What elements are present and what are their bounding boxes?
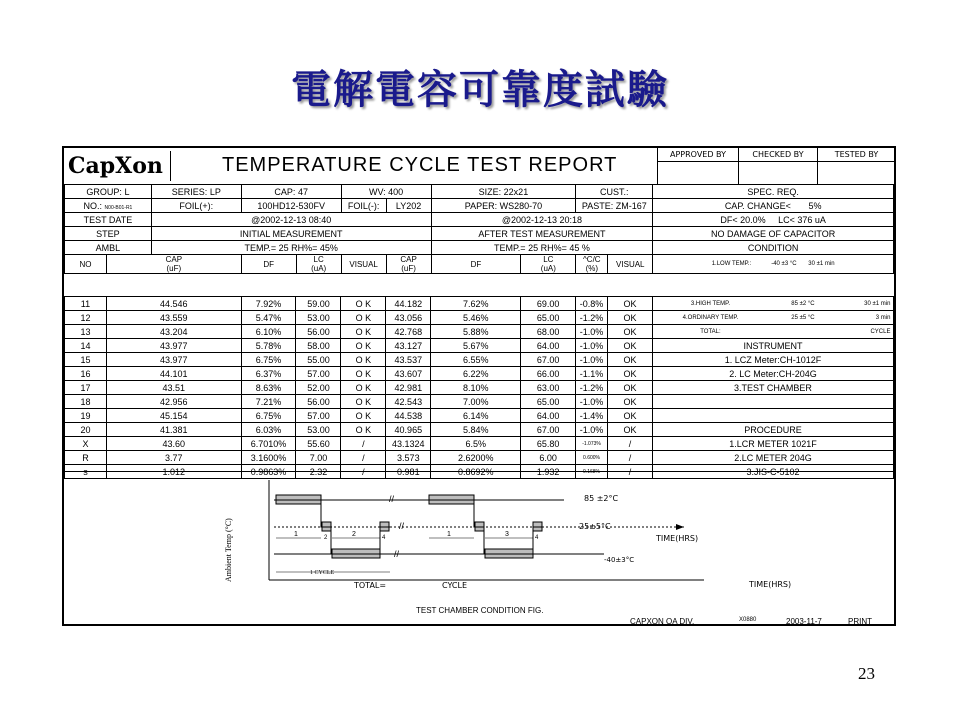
cycle-label: CYCLE <box>442 581 467 590</box>
table-row <box>65 437 894 451</box>
section-item: 2.LC METER 204G <box>652 451 893 465</box>
cell-lc1: 52.00 <box>296 381 341 395</box>
dim-1-label: 1 <box>294 531 298 538</box>
cell-v2: OK <box>608 381 653 395</box>
col-lc: LC <box>313 255 324 264</box>
cell-df2: 7.62% <box>431 297 521 311</box>
cell-no: 12 <box>65 311 107 325</box>
cell-cap2: 3.573 <box>386 451 431 465</box>
paste-label: PASTE: <box>581 200 614 211</box>
cell-df1: 5.78% <box>241 339 296 353</box>
table-row <box>65 339 894 353</box>
cell-v1: O K <box>341 353 386 367</box>
section-item: 1.LCR METER 1021F <box>652 437 893 451</box>
no-damage: NO DAMAGE OF CAPACITOR <box>653 227 894 241</box>
cell-lc2: 65.00 <box>521 395 576 409</box>
cell-no: 11 <box>65 297 107 311</box>
tested-by-box <box>817 148 895 184</box>
cap-change-value: 5% <box>808 200 822 211</box>
col-cap-after-unit: (uF) <box>401 264 416 273</box>
cell-dc: -1.0% <box>576 339 608 353</box>
cell-lc2: 64.00 <box>521 339 576 353</box>
cell-lc1: 56.00 <box>296 395 341 409</box>
cell-cap2: 42.768 <box>386 325 431 339</box>
col-no: NO <box>65 255 107 274</box>
cell-v2: OK <box>608 423 653 437</box>
break-mark-2: // <box>399 521 405 531</box>
cell-cap2: 43.127 <box>386 339 431 353</box>
cell-lc2: 1.932 <box>521 465 576 479</box>
cell-v1: / <box>341 437 386 451</box>
blank-cell <box>652 409 893 423</box>
col-cap-unit: (uF) <box>166 264 182 273</box>
footer-print: PRINT <box>848 617 872 626</box>
one-cycle-label: 1 CYCLE <box>310 570 335 576</box>
footer-division: CAPXON QA DIV. <box>630 617 695 626</box>
cell-df2: 8.10% <box>431 381 521 395</box>
col-cap-after: CAP <box>400 255 417 264</box>
cell-lc1: 7.00 <box>296 451 341 465</box>
cell-dc: -1.2% <box>576 311 608 325</box>
cell-no: 19 <box>65 409 107 423</box>
series-value: LP <box>209 186 221 197</box>
dim-6-label: 3 <box>505 531 509 538</box>
time-label: TIME(HRS) <box>656 534 699 543</box>
cell-v1: / <box>341 465 386 479</box>
dim-4-label: 4 <box>382 535 386 541</box>
cell-v2: OK <box>608 409 653 423</box>
cell-dc: -1.0% <box>576 353 608 367</box>
cell-v2: OK <box>608 311 653 325</box>
col-dc: ^C/C <box>583 255 601 264</box>
col-lc-after: LC <box>543 255 554 264</box>
cell-cap2: 43.056 <box>386 311 431 325</box>
paper-label: PAPER: <box>464 200 498 211</box>
cell-df1: 7.92% <box>241 297 296 311</box>
cell-df2: 5.88% <box>431 325 521 339</box>
cycle-path-1 <box>276 500 390 554</box>
dim-5-label: 1 <box>447 531 451 538</box>
break-mark-3: // <box>394 549 400 559</box>
initial-date: @2002-12-13 08:40 <box>151 213 431 227</box>
cond-1-label: 1.LOW TEMP.: <box>711 260 752 267</box>
cell-v1: O K <box>341 381 386 395</box>
foil-minus-value: LY202 <box>386 199 431 213</box>
cell-cap2: 42.543 <box>386 395 431 409</box>
size-label: SIZE: <box>478 186 502 197</box>
lc-spec: LC< 376 uA <box>778 214 826 225</box>
column-header-row <box>65 255 894 274</box>
cell-cap1: 43.559 <box>106 311 241 325</box>
cell-v2: OK <box>608 395 653 409</box>
condition-time: 3 min <box>875 314 891 321</box>
cell-cap2: 0.981 <box>386 465 431 479</box>
cell-df2: 6.55% <box>431 353 521 367</box>
table-row <box>65 381 894 395</box>
row-ambl <box>65 241 894 255</box>
section-item: 3.TEST CHAMBER <box>652 381 893 395</box>
cell-lc1: 57.00 <box>296 367 341 381</box>
condition-temp: 25 ±5 °C <box>791 314 815 321</box>
cell-df2: 0.8692% <box>431 465 521 479</box>
col-cap: CAP <box>165 255 183 264</box>
table-row <box>65 451 894 465</box>
cell-df1: 6.75% <box>241 353 296 367</box>
cell-df2: 7.00% <box>431 395 521 409</box>
condition-row <box>652 311 893 325</box>
table-row <box>65 395 894 409</box>
cell-lc2: 6.00 <box>521 451 576 465</box>
cell-v2: OK <box>608 353 653 367</box>
cell-df2: 5.84% <box>431 423 521 437</box>
cell-dc: -1.2% <box>576 381 608 395</box>
report-table <box>64 184 894 274</box>
cell-lc2: 68.00 <box>521 325 576 339</box>
cell-df1: 5.47% <box>241 311 296 325</box>
series-label: SERIES: <box>171 186 208 197</box>
cell-lc2: 67.00 <box>521 423 576 437</box>
cell-no: 20 <box>65 423 107 437</box>
temperature-cycle-diagram <box>64 472 894 627</box>
time-arrow <box>676 524 684 530</box>
cell-cap2: 40.965 <box>386 423 431 437</box>
cell-no: 16 <box>65 367 107 381</box>
checked-by-box <box>738 148 817 184</box>
condition-temp: 85 ±2 °C <box>791 300 815 307</box>
cell-lc2: 67.00 <box>521 353 576 367</box>
table-row <box>65 297 894 311</box>
cell-df2: 2.6200% <box>431 451 521 465</box>
cell-lc2: 63.00 <box>521 381 576 395</box>
cell-cap2: 44.182 <box>386 297 431 311</box>
cap-change-label: CAP. CHANGE< <box>724 200 791 211</box>
cond-1-temp: -40 ±3 °C <box>771 260 797 267</box>
cell-v2: OK <box>608 297 653 311</box>
report-title: TEMPERATURE CYCLE TEST REPORT <box>222 154 618 176</box>
condition-label: TOTAL: <box>700 328 721 335</box>
cell-v1: / <box>341 451 386 465</box>
capxon-logo: CapXon <box>66 151 171 181</box>
foil-plus-value: 100HD12-530FV <box>241 199 341 213</box>
initial-measurement: INITIAL MEASUREMENT <box>151 227 431 241</box>
section-title: INSTRUMENT <box>652 339 893 353</box>
break-mark-1: // <box>389 494 395 504</box>
cell-cap1: 44.546 <box>106 297 241 311</box>
cell-dc: -1.4% <box>576 409 608 423</box>
row-step <box>65 227 894 241</box>
cell-cap2: 43.1324 <box>386 437 431 451</box>
cell-df1: 0.9863% <box>241 465 296 479</box>
cell-dc: -1.0% <box>576 325 608 339</box>
condition-time: 30 ±1 min <box>864 300 891 307</box>
condition-row <box>652 297 893 311</box>
dim-2-label: 2 <box>324 535 328 541</box>
cell-v1: O K <box>341 297 386 311</box>
cell-dc: -1.1% <box>576 367 608 381</box>
cell-df1: 6.03% <box>241 423 296 437</box>
cell-lc2: 65.80 <box>521 437 576 451</box>
ambl-label: AMBL <box>65 241 152 255</box>
condition-title: CONDITION <box>653 241 894 255</box>
cell-cap2: 42.981 <box>386 381 431 395</box>
cell-dc: 0.168% <box>576 465 608 479</box>
approved-by-box <box>657 148 738 184</box>
section-item: 3.JIS-C-5102 <box>652 465 893 479</box>
paper-value: WS280-70 <box>499 200 543 211</box>
cell-dc: -0.8% <box>576 297 608 311</box>
cell-v2: OK <box>608 325 653 339</box>
group-value: L <box>124 186 130 197</box>
paste-value: ZM-167 <box>615 200 647 211</box>
no-value: N00-B01-R1 <box>104 204 133 211</box>
cell-v1: O K <box>341 311 386 325</box>
cell-cap1: 41.381 <box>106 423 241 437</box>
footer-date: 2003-11-7 <box>786 617 822 626</box>
blank-cell <box>652 395 893 409</box>
cell-lc2: 65.00 <box>521 311 576 325</box>
test-date-label: TEST DATE <box>65 213 152 227</box>
cell-no: 14 <box>65 339 107 353</box>
cell-no: 15 <box>65 353 107 367</box>
cell-lc2: 64.00 <box>521 409 576 423</box>
temp-initial: TEMP.= 25 RH%= 45% <box>151 241 431 255</box>
section-title: PROCEDURE <box>652 423 893 437</box>
cell-lc1: 53.00 <box>296 423 341 437</box>
row-no <box>65 199 894 213</box>
cell-v2: OK <box>608 367 653 381</box>
cell-cap1: 44.101 <box>106 367 241 381</box>
low-temp-label: -40±3°C <box>604 556 635 564</box>
wv-value: 400 <box>388 186 404 197</box>
cell-lc2: 69.00 <box>521 297 576 311</box>
chamber-condition-figure <box>64 471 894 627</box>
footer-code: X0880 <box>739 617 757 623</box>
cell-cap2: 43.607 <box>386 367 431 381</box>
no-label: NO.: <box>83 200 103 211</box>
cell-v1: O K <box>341 423 386 437</box>
df-spec: DF< 20.0% <box>720 214 766 225</box>
cell-v1: O K <box>341 367 386 381</box>
cell-df1: 7.21% <box>241 395 296 409</box>
cell-v2: / <box>608 451 653 465</box>
cell-df2: 5.67% <box>431 339 521 353</box>
cell-no: 18 <box>65 395 107 409</box>
cell-lc1: 55.60 <box>296 437 341 451</box>
condition-time: CYCLE <box>870 328 891 335</box>
cell-df2: 6.22% <box>431 367 521 381</box>
cell-cap2: 43.537 <box>386 353 431 367</box>
cell-no: 17 <box>65 381 107 395</box>
cell-v1: O K <box>341 409 386 423</box>
row-test-date <box>65 213 894 227</box>
cell-df1: 6.75% <box>241 409 296 423</box>
table-row <box>65 353 894 367</box>
cell-df2: 6.5% <box>431 437 521 451</box>
condition-label: 3.HIGH TEMP. <box>690 300 731 307</box>
slide-title: 電解電容可靠度試驗 <box>291 66 669 113</box>
cust-label: CUST.: <box>576 185 653 199</box>
cell-cap1: 45.154 <box>106 409 241 423</box>
time-label-2: TIME(HRS) <box>749 580 792 589</box>
cell-no: X <box>65 437 107 451</box>
cell-df1: 6.7010% <box>241 437 296 451</box>
cap-label: CAP: <box>274 186 296 197</box>
after-measurement: AFTER TEST MEASUREMENT <box>431 227 653 241</box>
page-number: 23 <box>858 664 875 683</box>
section-item: 1. LCZ Meter:CH-1012F <box>652 353 893 367</box>
test-report <box>62 146 896 626</box>
foil-minus-label: FOIL(-): <box>347 200 380 211</box>
col-df-after: DF <box>431 255 521 274</box>
section-item: 2. LC Meter:CH-204G <box>652 367 893 381</box>
col-lc-after-unit: (uA) <box>540 264 556 273</box>
col-dc-unit: (%) <box>585 264 599 273</box>
cell-cap1: 43.204 <box>106 325 241 339</box>
table-row <box>65 325 894 339</box>
checked-by-label: CHECKED BY <box>739 148 817 162</box>
cell-cap1: 3.77 <box>106 451 241 465</box>
cell-cap1: 42.956 <box>106 395 241 409</box>
cell-dc: -1.0% <box>576 395 608 409</box>
cell-cap1: 43.977 <box>106 353 241 367</box>
dim-7-label: 4 <box>535 535 539 541</box>
dim-3-label: 2 <box>352 531 356 538</box>
row-group <box>65 185 894 199</box>
temp-after: TEMP.= 25 RH%= 45 % <box>431 241 653 255</box>
cell-df2: 6.14% <box>431 409 521 423</box>
col-visual: VISUAL <box>341 255 386 274</box>
total-label: TOTAL= <box>354 581 387 590</box>
cell-cap1: 1.012 <box>106 465 241 479</box>
figure-caption: TEST CHAMBER CONDITION FIG. <box>416 606 544 615</box>
group-label: GROUP: <box>86 186 122 197</box>
table-row <box>65 409 894 423</box>
cond-1-time: 30 ±1 min <box>808 260 835 267</box>
condition-row <box>652 325 893 339</box>
cell-v1: O K <box>341 395 386 409</box>
cell-v1: O K <box>341 339 386 353</box>
spec-req: SPEC. REQ. <box>653 185 894 199</box>
cell-df1: 6.37% <box>241 367 296 381</box>
cell-lc1: 2.32 <box>296 465 341 479</box>
tested-by-label: TESTED BY <box>818 148 895 162</box>
cell-no: 13 <box>65 325 107 339</box>
cell-v2: / <box>608 465 653 479</box>
wv-label: WV: <box>368 186 386 197</box>
cell-cap1: 43.977 <box>106 339 241 353</box>
cell-v1: O K <box>341 325 386 339</box>
cell-lc1: 55.00 <box>296 353 341 367</box>
data-table <box>64 296 894 479</box>
col-df: DF <box>241 255 296 274</box>
cell-dc: -1.073% <box>576 437 608 451</box>
cell-lc1: 56.00 <box>296 325 341 339</box>
table-row <box>65 423 894 437</box>
after-date: @2002-12-13 20:18 <box>431 213 653 227</box>
cell-df1: 8.63% <box>241 381 296 395</box>
size-value: 22x21 <box>503 186 529 197</box>
cell-lc1: 58.00 <box>296 339 341 353</box>
cell-lc2: 66.00 <box>521 367 576 381</box>
foil-plus-label: FOIL(+): <box>179 200 214 211</box>
cell-v2: OK <box>608 339 653 353</box>
table-row <box>65 367 894 381</box>
cell-lc1: 53.00 <box>296 311 341 325</box>
report-header <box>64 148 894 185</box>
cell-cap1: 43.60 <box>106 437 241 451</box>
condition-label: 4.ORDINARY TEMP. <box>682 314 739 321</box>
cell-dc: -1.0% <box>576 423 608 437</box>
approved-by-label: APPROVED BY <box>658 148 738 162</box>
cap-value: 47 <box>297 186 308 197</box>
cell-df1: 3.1600% <box>241 451 296 465</box>
mid-temp-label: 25±5°C <box>579 522 611 531</box>
table-row <box>65 311 894 325</box>
high-temp-label: 85 ±2°C <box>584 494 619 503</box>
cell-lc1: 57.00 <box>296 409 341 423</box>
col-lc-unit: (uA) <box>311 264 327 273</box>
col-visual-after: VISUAL <box>608 255 653 274</box>
cell-df2: 5.46% <box>431 311 521 325</box>
cell-lc1: 59.00 <box>296 297 341 311</box>
step-label: STEP <box>65 227 152 241</box>
cell-no: R <box>65 451 107 465</box>
cell-v2: / <box>608 437 653 451</box>
cell-cap2: 44.538 <box>386 409 431 423</box>
cell-cap1: 43.51 <box>106 381 241 395</box>
cell-no: s <box>65 465 107 479</box>
y-axis-label: Ambient Temp (°C) <box>224 518 233 582</box>
cell-df1: 6.10% <box>241 325 296 339</box>
cell-dc: 0.600% <box>576 451 608 465</box>
